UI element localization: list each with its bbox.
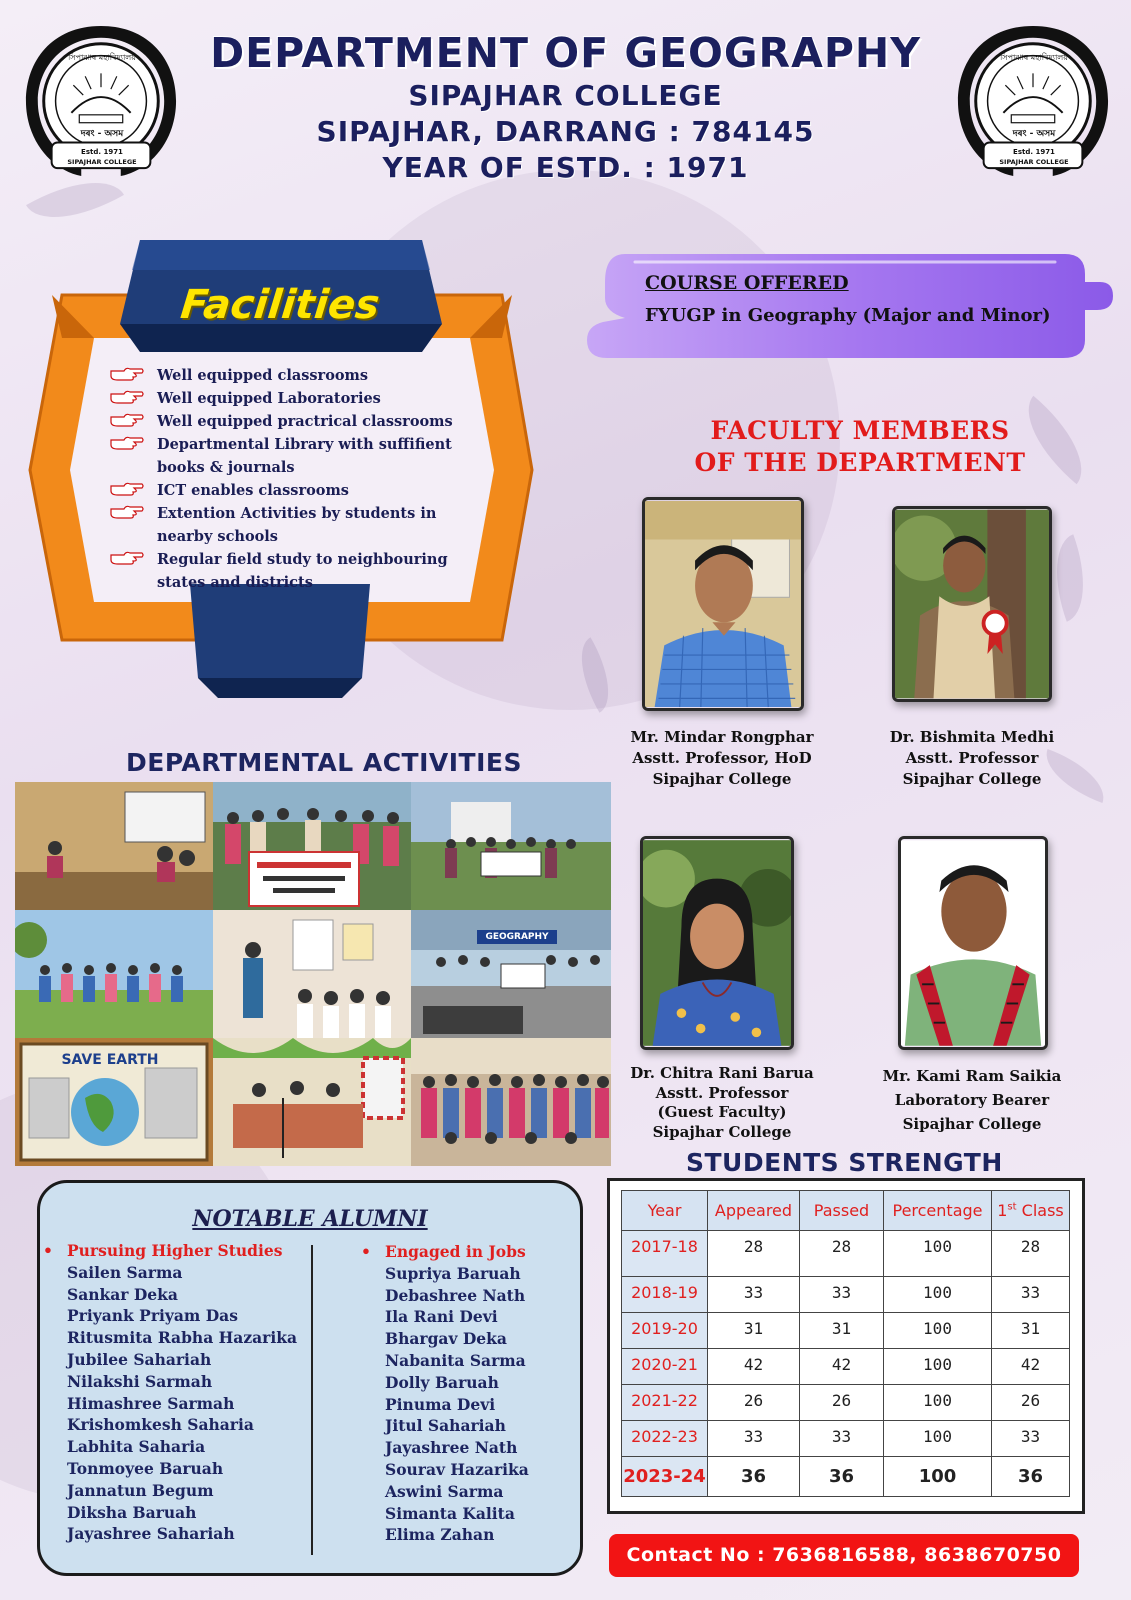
activity-photo-image	[15, 910, 213, 1038]
faculty-portrait-image	[643, 839, 791, 1047]
alumni-name: Ila Rani Devi	[385, 1307, 498, 1327]
faculty-role: Asstt. Professor	[905, 749, 1039, 767]
faculty-name: Dr. Bishmita Medhi	[889, 728, 1055, 746]
table-cell-year: 2023-24	[622, 1457, 708, 1497]
table-cell: 100	[884, 1231, 992, 1277]
page-title: DEPARTMENT OF GEOGRAPHY	[210, 29, 921, 77]
faculty-name: Dr. Chitra Rani Barua	[630, 1064, 814, 1082]
seal-place-text: দৰং - অসম	[1012, 129, 1056, 139]
alumni-name: Sailen Sarma	[67, 1262, 183, 1282]
table-cell: 42	[992, 1349, 1070, 1385]
table-cell-year: 2018-19	[622, 1277, 708, 1313]
activity-photo-image	[213, 1038, 411, 1166]
course-offered-text: FYUGP in Geography (Major and Minor)	[645, 305, 1051, 326]
pointing-hand-icon	[110, 504, 144, 521]
alumni-category-label: • Engaged in Jobs	[359, 1241, 575, 1263]
table-header-row	[622, 1191, 1070, 1231]
seal-estd-text: Estd. 1971	[81, 148, 123, 156]
alumni-name: Labhita Saharia	[67, 1437, 206, 1457]
faculty-college: Sipajhar College	[902, 770, 1042, 788]
pointing-hand-icon	[110, 435, 144, 452]
seal-estd-text: Estd. 1971	[1013, 148, 1055, 156]
alumni-name: Aswini Sarma	[385, 1481, 504, 1501]
activity-photo	[411, 1038, 611, 1166]
save-earth-text: SAVE EARTH	[61, 1052, 159, 1068]
header	[0, 28, 1131, 186]
alumni-name: Jannatun Begum	[67, 1480, 214, 1500]
faculty-role: Laboratory Bearer	[894, 1091, 1050, 1109]
faculty-name: Mr. Mindar Rongphar	[630, 728, 814, 746]
pointing-hand-icon	[110, 389, 144, 406]
alumni-heading: NOTABLE ALUMNI	[192, 1206, 428, 1232]
alumni-higher-studies	[67, 1240, 307, 1545]
list-item	[110, 410, 490, 433]
activity-photo-image	[213, 910, 411, 1038]
seal-top-text: সিপাঝাৰ মহাবিদ্যালয়	[68, 53, 136, 62]
table-cell: 33	[992, 1421, 1070, 1457]
alumni-name: Tonmoyee Baruah	[67, 1458, 224, 1478]
pointing-hand-icon	[110, 366, 144, 383]
faculty-caption	[612, 727, 832, 790]
alumni-name: Himashree Sarmah	[67, 1393, 235, 1413]
activities-heading: DEPARTMENTAL ACTIVITIES	[126, 748, 522, 777]
table-cell: 33	[708, 1421, 800, 1457]
activity-photo	[411, 910, 611, 1038]
faculty-photo	[892, 506, 1052, 702]
column-header: Year	[622, 1191, 708, 1231]
facilities-title: Facilities	[178, 282, 382, 328]
table-cell: 100	[884, 1313, 992, 1349]
activity-photo	[15, 782, 213, 910]
alumni-name: Debashree Nath	[385, 1285, 526, 1305]
activity-photo	[213, 782, 411, 910]
alumni-name: Nabanita Sarma	[385, 1350, 526, 1370]
faculty-photo	[898, 836, 1048, 1050]
seal-top-text: সিপাঝাৰ মহাবিদ্যালয়	[1000, 53, 1068, 62]
faculty-role-note: (Guest Faculty)	[657, 1103, 787, 1121]
table-cell: 100	[884, 1457, 992, 1497]
facility-text: Well equipped Laboratories	[157, 390, 381, 407]
facility-text: Extention Activities by students in nearby schools	[157, 505, 437, 545]
alumni-jobs	[385, 1241, 575, 1546]
alumni-name: Sourav Hazarika	[385, 1459, 529, 1479]
faculty-college: Sipajhar College	[652, 1122, 792, 1141]
table-cell-year: 2021-22	[622, 1385, 708, 1421]
faculty-caption	[862, 727, 1082, 790]
list-item	[110, 502, 490, 548]
faculty-photo	[642, 497, 804, 711]
table-row	[622, 1421, 1070, 1457]
alumni-name: Diksha Baruah	[67, 1502, 197, 1522]
activity-photo	[15, 1038, 213, 1166]
faculty-caption	[612, 1064, 832, 1142]
facility-text: Departmental Library with suffifient books & journals	[157, 436, 452, 476]
activity-photo-image	[213, 782, 411, 910]
list-item	[110, 433, 490, 479]
table-cell: 28	[708, 1231, 800, 1277]
alumni-name: Jubilee Sahariah	[67, 1349, 212, 1369]
alumni-name: Jayashree Sahariah	[67, 1524, 235, 1544]
table-row	[622, 1349, 1070, 1385]
faculty-college: Sipajhar College	[902, 1115, 1042, 1133]
students-strength-table-panel	[607, 1178, 1085, 1514]
list-item	[110, 364, 490, 387]
table-cell: 31	[800, 1313, 884, 1349]
college-address: SIPAJHAR, DARRANG : 784145	[316, 115, 815, 148]
table-cell: 33	[800, 1277, 884, 1313]
faculty-portrait-image	[895, 509, 1049, 699]
table-row	[622, 1277, 1070, 1313]
seal-name-text: SIPAJHAR COLLEGE	[999, 158, 1069, 166]
alumni-name: Jayashree Nath	[385, 1438, 518, 1458]
alumni-name: Sankar Deka	[67, 1284, 178, 1304]
faculty-photo	[640, 836, 794, 1050]
facility-text: Regular field study to neighbouring states and districts	[157, 551, 448, 591]
activity-photo-image	[15, 782, 213, 910]
faculty-role: Asstt. Professor, HoD	[632, 749, 812, 767]
alumni-name: Nilakshi Sarmah	[67, 1371, 213, 1391]
geography-banner-text: GEOGRAPHY	[485, 932, 549, 942]
column-header: Appeared	[708, 1191, 800, 1231]
faculty-college: Sipajhar College	[652, 770, 792, 788]
table-cell: 100	[884, 1421, 992, 1457]
alumni-name: Jitul Sahariah	[385, 1416, 506, 1436]
table-cell: 26	[992, 1385, 1070, 1421]
alumni-name: Simanta Kalita	[385, 1503, 515, 1523]
course-offered-heading: COURSE OFFERED	[645, 272, 849, 294]
faculty-heading	[690, 415, 1030, 479]
table-row	[622, 1457, 1070, 1497]
table-cell: 42	[800, 1349, 884, 1385]
pointing-hand-icon	[110, 550, 144, 567]
list-item	[110, 387, 490, 410]
alumni-name: Krishomkesh Saharia	[67, 1415, 254, 1435]
table-cell: 42	[708, 1349, 800, 1385]
alumni-name: Elima Zahan	[385, 1525, 495, 1545]
college-name: SIPAJHAR COLLEGE	[408, 79, 723, 112]
list-item	[110, 479, 490, 502]
table-cell: 100	[884, 1349, 992, 1385]
table-cell: 33	[992, 1277, 1070, 1313]
alumni-category-label: • Pursuing Higher Studies	[41, 1240, 307, 1262]
table-cell: 100	[884, 1385, 992, 1421]
activity-photo	[15, 910, 213, 1038]
faculty-heading-line1: FACULTY MEMBERS	[710, 416, 1010, 445]
seal-place-text: দৰং - অসম	[80, 129, 124, 139]
table-row	[622, 1385, 1070, 1421]
faculty-name: Mr. Kami Ram Saikia	[882, 1067, 1062, 1085]
first-class-number: 1	[997, 1201, 1008, 1220]
year-established: YEAR OF ESTD. : 1971	[382, 151, 749, 184]
first-class-word: Class	[1016, 1201, 1064, 1220]
activity-photo	[213, 1038, 411, 1166]
alumni-name: Bhargav Deka	[385, 1329, 507, 1349]
pointing-hand-icon	[110, 412, 144, 429]
activity-photo	[411, 782, 611, 910]
faculty-role: Asstt. Professor	[655, 1083, 789, 1102]
activity-photo-image	[411, 782, 611, 910]
alumni-name: Supriya Baruah	[385, 1263, 521, 1283]
table-cell: 36	[800, 1457, 884, 1497]
table-cell-year: 2017-18	[622, 1231, 708, 1277]
faculty-heading-line2: OF THE DEPARTMENT	[694, 448, 1026, 477]
facilities-list	[110, 364, 490, 594]
table-cell: 33	[800, 1421, 884, 1457]
faculty-caption	[862, 1064, 1082, 1136]
activity-photo-image	[411, 1038, 611, 1166]
table-cell: 31	[708, 1313, 800, 1349]
pointing-hand-icon	[110, 481, 144, 498]
activity-photo	[213, 910, 411, 1038]
column-header: Passed	[800, 1191, 884, 1231]
students-strength-table	[621, 1190, 1070, 1497]
facility-text: Well equipped practrical classrooms	[157, 413, 453, 430]
table-row	[622, 1313, 1070, 1349]
table-cell-year: 2020-21	[622, 1349, 708, 1385]
table-cell: 26	[800, 1385, 884, 1421]
table-cell: 36	[992, 1457, 1070, 1497]
table-cell: 36	[708, 1457, 800, 1497]
alumni-name: Priyank Priyam Das	[67, 1306, 238, 1326]
facility-text: ICT enables classrooms	[157, 482, 349, 499]
list-item	[110, 548, 490, 594]
activities-gallery	[15, 782, 611, 1166]
first-class-suffix: st	[1007, 1201, 1017, 1213]
table-cell: 28	[800, 1231, 884, 1277]
seal-name-text: SIPAJHAR COLLEGE	[67, 158, 137, 166]
alumni-divider	[311, 1245, 313, 1555]
faculty-portrait-image	[645, 500, 801, 708]
table-cell: 26	[708, 1385, 800, 1421]
alumni-name: Pinuma Devi	[385, 1394, 496, 1414]
faculty-portrait-image	[901, 839, 1045, 1047]
table-cell: 100	[884, 1277, 992, 1313]
table-cell: 33	[708, 1277, 800, 1313]
column-header: Percentage	[884, 1191, 992, 1231]
students-strength-heading: STUDENTS STRENGTH	[686, 1148, 1003, 1177]
table-cell-year: 2019-20	[622, 1313, 708, 1349]
facility-text: Well equipped classrooms	[157, 367, 369, 384]
table-row	[622, 1231, 1070, 1277]
column-header	[992, 1191, 1070, 1231]
alumni-name: Dolly Baruah	[385, 1372, 499, 1392]
table-cell: 31	[992, 1313, 1070, 1349]
contact-bar: Contact No : 7636816588, 8638670750	[609, 1534, 1079, 1577]
table-cell-year: 2022-23	[622, 1421, 708, 1457]
alumni-name: Ritusmita Rabha Hazarika	[67, 1328, 298, 1348]
table-cell: 28	[992, 1231, 1070, 1277]
